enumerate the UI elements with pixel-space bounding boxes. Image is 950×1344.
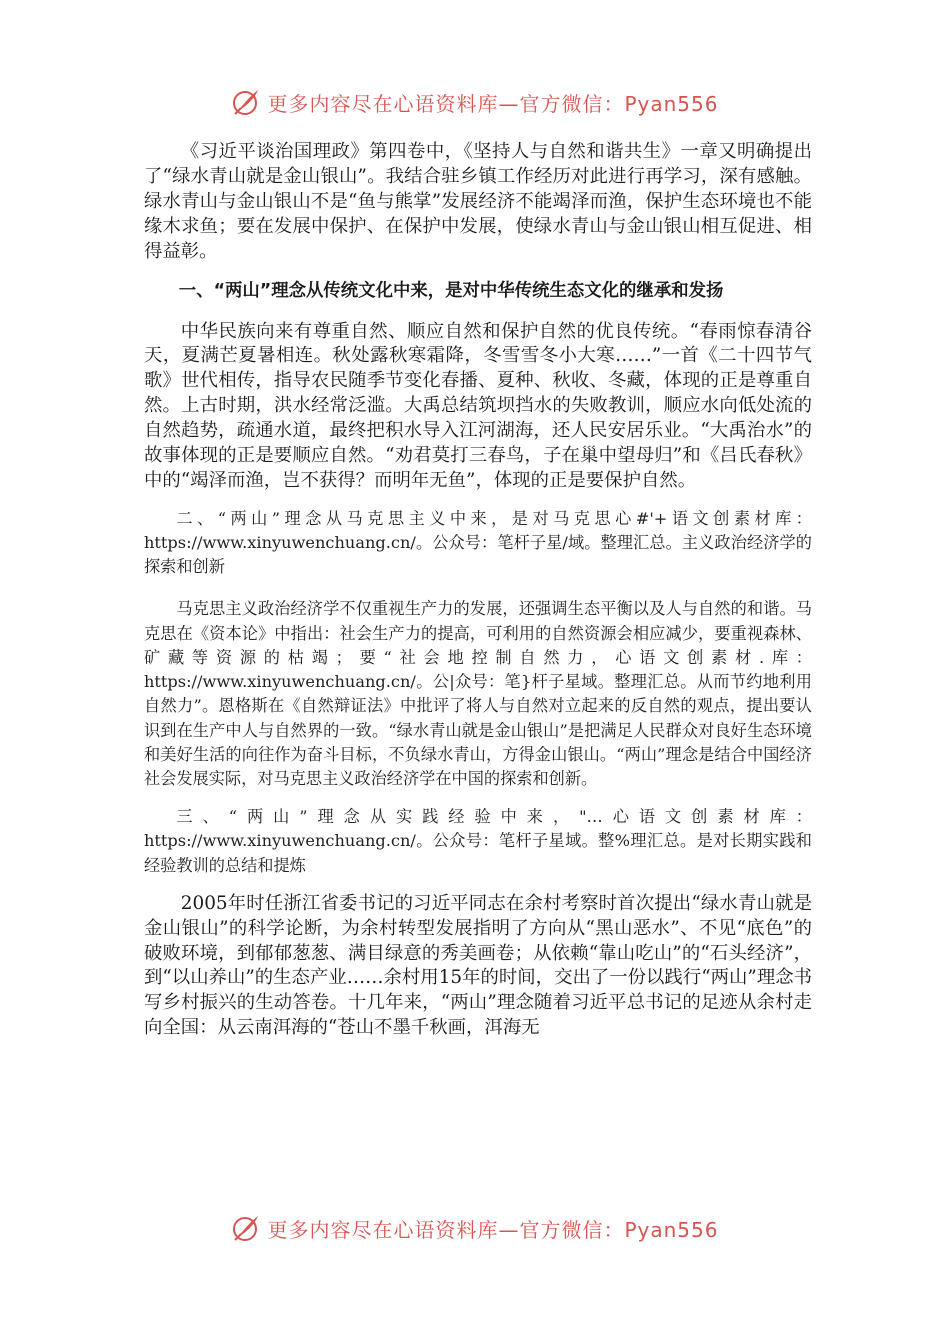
intro-paragraph: 《习近平谈治国理政》第四卷中，《坚持人与自然和谐共生》一章又明确提出了“绿水青山就是金山银山”。我结合驻乡镇工作经历对此进行再学习，深有感触。绿水青山与金山银山不是“鱼与熊掌”发展经济不能竭泽而渔，保护生态环境也不能缘木求鱼；要在发展中保护、在保护中发展，使绿水青山与金山银山相互促进、相得益彰。 — [144, 141, 812, 262]
watermark-text: 更多内容尽在心语资料库—官方微信：Pyan556 — [267, 91, 719, 116]
section-heading-3: 三、“两山”理念从实践经验中来，"…心语文创素材库：https://www.xinyuwenchuang.cn/。公众号：笔杆子星域。整%理汇总。是对长期实践和经验教训的总结和提炼 — [144, 807, 812, 875]
document-body — [144, 140, 812, 1054]
header-watermark-banner — [0, 82, 950, 122]
section-body-1: 中华民族向来有尊重自然、顺应自然和保护自然的优良传统。“春雨惊春清谷天，夏满芒夏暑相连。秋处露秋寒霜降，冬雪雪冬小大寒……”一首《二十四节气歌》世代相传，指导农民随季节变化春播、夏种、秋收、冬藏，体现的正是尊重自然。上古时期，洪水经常泛滥。大禹总结筑坝挡水的失败教训，顺应水向低处流的自然趋势，疏通水道，最终把积水导入江河湖海，还人民安居乐业。“大禹治水”的故事体现的正是要顺应自然。“劝君莫打三春鸟，子在巢中望母归”和《吕氏春秋》中的“竭泽而渔，岂不获得？而明年无鱼”，体现的正是要保护自然。 — [144, 320, 812, 491]
section-body-3: 2005年时任浙江省委书记的习近平同志在余村考察时首次提出“绿水青山就是金山银山”的科学论断，为余村转型发展指明了方向从“黑山恶水”、不见“底色”的破败环境，到郁郁葱葱、满目绿意的秀美画卷；从依赖“靠山吃山”的“石头经济”，到“以山养山”的生态产业……余村用15年的时间，交出了一份以践行“两山”理念书写乡村振兴的生动答卷。十几年来，“两山”理念随着习近平总书记的足迹从余村走向全国：从云南洱海的“苍山不墨千秋画，洱海无 — [144, 892, 812, 1039]
watermark-text: 更多内容尽在心语资料库—官方微信：Pyan556 — [267, 1217, 719, 1242]
footer-watermark-banner — [0, 1208, 950, 1248]
section-body-2: 马克思主义政治经济学不仅重视生产力的发展，还强调生态平衡以及人与自然的和谐。马克思在《资本论》中指出：社会生产力的提高，可利用的自然资源会相应减少，要重视森林、矿藏等资源的枯竭；要“社会地控制自然力，心语文创素材.库：https://www.xinyuwenchuang.cn/。公|众号：笔}杆子星域。整理汇总。从而节约地利用自然力”。恩格斯在《自然辩证法》中批评了将人与自然对立起来的反自然的观点，提出要认识到在生产中人与自然界的一致。“绿水青山就是金山银山”是把满足人民群众对良好生态环境和美好生活的向往作为奋斗目标，不负绿水青山，方得金山银山。“两山”理念是结合中国经济社会发展实际，对马克思主义政治经济学在中国的探索和创新。 — [144, 599, 812, 788]
section-heading-1: 一、“两山”理念从传统文化中来，是对中华传统生态文化的继承和发扬 — [178, 280, 724, 301]
section-heading-2: 二、“两山”理念从马克思主义中来，是对马克思心#'+语文创素材库：https://www.xinyuwenchuang.cn/。公众号：笔杆子星/域。整理汇总。主义政治经济学的探索和创新 — [144, 508, 812, 577]
quill-logo-icon — [231, 1213, 261, 1243]
quill-logo-icon — [231, 87, 261, 117]
